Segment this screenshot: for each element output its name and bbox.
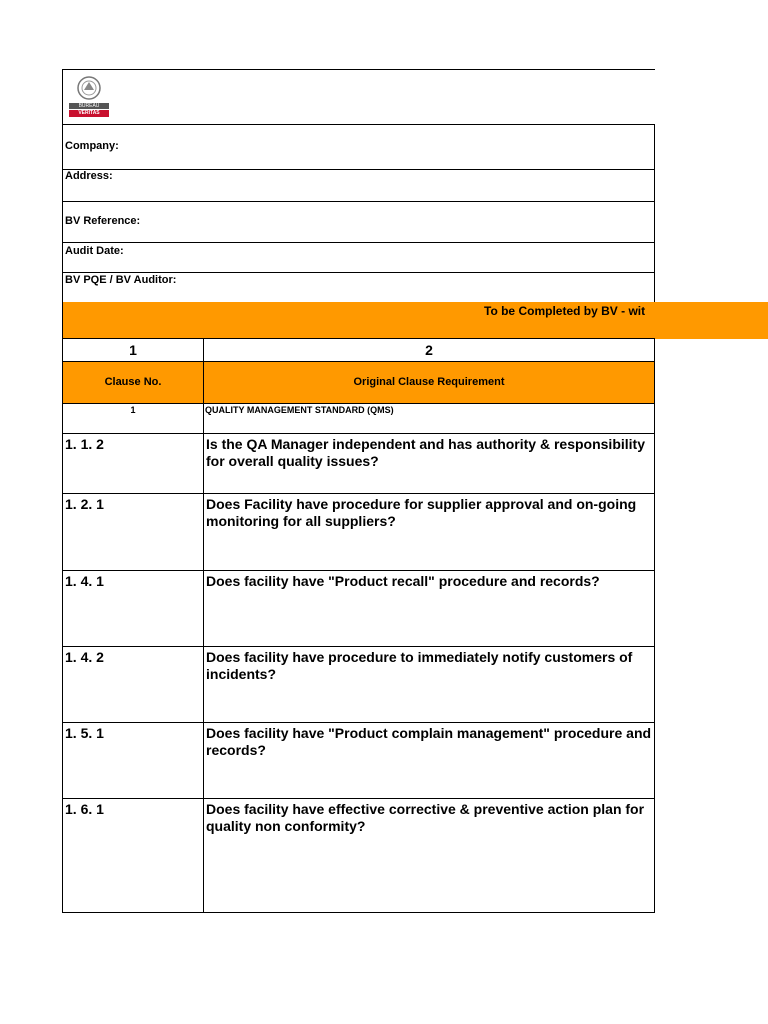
section-title: QUALITY MANAGEMENT STANDARD (QMS): [205, 405, 394, 415]
auditor-label: BV PQE / BV Auditor:: [65, 274, 177, 286]
clause-requirement: Does Facility have procedure for supplier approval and on-going monitoring for all suppliers?: [206, 496, 637, 529]
bv-reference-row: [62, 201, 655, 243]
clause-row-5-no: [62, 722, 204, 799]
clause-number: 1. 5. 1: [65, 725, 104, 741]
clause-row-2-text: [203, 493, 655, 571]
column-number-2: [203, 338, 655, 362]
clause-requirement: Does facility have "Product complain management" procedure and records?: [206, 725, 652, 758]
clause-number: 1. 4. 2: [65, 649, 104, 665]
requirement-header: [203, 361, 655, 404]
logo-top-text: BUREAU: [78, 103, 100, 109]
auditor-row: [62, 272, 655, 303]
clause-requirement: Is the QA Manager independent and has authority & responsibility for overall quality issues?: [206, 436, 645, 469]
column-number-1-text: 1: [129, 342, 137, 358]
requirement-header-text: Original Clause Requirement: [353, 376, 505, 388]
clause-number: 1. 2. 1: [65, 496, 104, 512]
section-title-cell: [203, 403, 655, 434]
company-row: [62, 124, 655, 170]
clause-row-6-no: [62, 798, 204, 913]
clause-row-4-no: [62, 646, 204, 723]
clause-no-header-text: Clause No.: [104, 376, 162, 388]
column-number-2-text: 2: [425, 342, 433, 358]
banner-text: To be Completed by BV - wit: [484, 304, 646, 318]
bv-reference-label: BV Reference:: [65, 215, 141, 227]
clause-number: 1. 1. 2: [65, 436, 104, 452]
audit-date-row: [62, 242, 655, 273]
logo-bottom-text: VERITAS: [78, 110, 100, 116]
clause-row-3-no: [62, 570, 204, 647]
section-number: 1: [130, 405, 136, 415]
bureau-veritas-logo: [66, 74, 112, 120]
audit-date-label: Audit Date:: [65, 245, 124, 257]
clause-row-6-text: [203, 798, 655, 913]
clause-row-4-text: [203, 646, 655, 723]
clause-number: 1. 6. 1: [65, 801, 104, 817]
clause-row-3-text: [203, 570, 655, 647]
clause-requirement: Does facility have effective corrective & preventive action plan for quality non conformity?: [206, 801, 645, 834]
clause-requirement: Does facility have "Product recall" procedure and records?: [206, 573, 600, 589]
clause-number: 1. 4. 1: [65, 573, 104, 589]
bv-completion-banner: [62, 302, 768, 339]
clause-row-5-text: [203, 722, 655, 799]
clause-requirement: Does facility have procedure to immediately notify customers of incidents?: [206, 649, 633, 682]
address-row: [62, 169, 655, 202]
clause-row-1-no: [62, 433, 204, 494]
company-label: Company:: [65, 140, 119, 152]
column-number-1: [62, 338, 204, 362]
address-label: Address:: [65, 170, 113, 182]
clause-row-2-no: [62, 493, 204, 571]
section-number-cell: [62, 403, 204, 434]
clause-row-1-text: [203, 433, 655, 494]
header-box: [62, 69, 655, 125]
clause-no-header: [62, 361, 204, 404]
